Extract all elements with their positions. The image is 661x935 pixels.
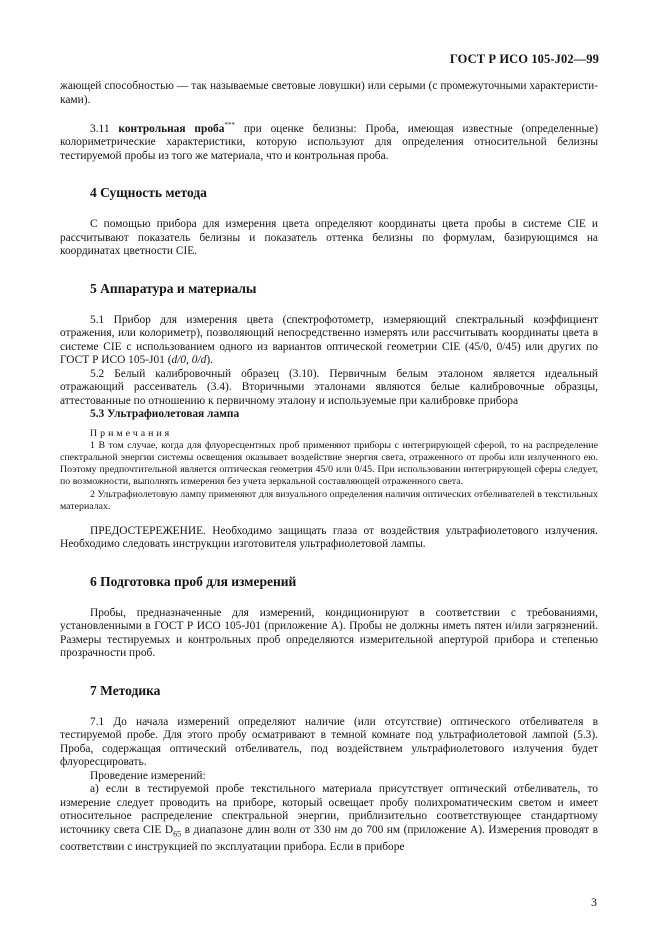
page-number: 3 [591, 895, 597, 909]
measurement-item-a [60, 783, 598, 854]
section-4-text: С помощью прибора для измерения цвета определяют координаты цвета пробы в системе CIE и рассчитывают показатель белизны и показатель оттенка белизны по формулам, базирующимся на координатах цветности CIE. [60, 218, 598, 258]
measurement-intro: Проведение измерений: [90, 769, 206, 782]
paragraph-5-3: 5.3 Ультрафиолетовая лампа [90, 408, 240, 421]
note-1: 1 В том случае, когда для флуоресцентных проб применяют приборы с интегрирующей сферой, то на распределение спектральной энергии системы освещения оказывает воздействие энергия света, отраженного от пробы или излученного ею. Поэтому предпочтительной является оптическая геометрия 45/0 или 0/45. При использовании интегрирующей сферы следует, по возможности, выполнять измерения без учета зеркальной составляющей отраженного света. [60, 439, 598, 487]
definition-text: при оценке белизны: Проба, имеющая известные (определенные) колориметрические характеристики, которую используют для определения относительной белизны тестируемой пробы из того же материала, что и контрольная проба. [60, 122, 598, 162]
paragraph-7-1: 7.1 До начала измерений определяют наличие (или отсутствие) оптического отбеливателя в тестируемой пробе. Для этого пробу осматривают в темной комнате под ультрафиолетовой лампой (5.3). Проба, содержащая оптический отбеливатель, под воздействием ультрафиолетового излучения будет флуоресцировать. [60, 715, 598, 769]
definition-mark: *** [224, 121, 235, 129]
paragraph-5-2: 5.2 Белый калибровочный образец (3.10). Первичным белым эталоном является идеальный отражающий рассеиватель (3.4). Вторичными эталонами являются белые калибровочные образцы, аттестованные по отношению к первичному эталону и используемые при калибровке прибора [60, 367, 598, 407]
definition-number: 3.11 [90, 122, 110, 135]
definition-3-11 [60, 119, 598, 163]
warning-paragraph [60, 525, 598, 552]
paragraph-5-1-text: 5.1 Прибор для измерения цвета (спектрофотометр, измеряющий спектральный коэффициент отражения, или колориметр), позволяющий непосредственно измерять или рассчитывать координаты цвета в системе CIE с использованием одного из вариантов оптической геометрии CIE (45/0, 0/45) или других по ГОСТ Р ИСО 105-J01 ( [60, 313, 598, 367]
geometry-d2: d [200, 354, 207, 367]
page-content [60, 80, 598, 854]
notes-title: Примечания [90, 427, 173, 439]
section-7-title: 7 Методика [90, 682, 161, 698]
illuminant-subscript: 65 [173, 829, 182, 839]
warning-label: ПРЕДОСТЕРЕЖЕНИЕ. [90, 524, 206, 537]
section-4-title: 4 Сущность метода [90, 185, 207, 201]
geometry-d1: d [171, 354, 178, 367]
section-6-title: 6 Подготовка проб для измерений [90, 573, 297, 589]
section-5-title: 5 Аппаратура и материалы [90, 280, 257, 296]
section-6-text: Пробы, предназначенные для измерений, кондиционируют в соответствии с требованиями, установленными в ГОСТ Р ИСО 105-J01 (приложение А). Пробы не должны иметь пятен и/или загрязнений. Размеры тестируемых и контрольных проб определяются измерительной апертурой прибора и степенью прозрачности проб. [60, 606, 598, 660]
geometry-separator: /0, 0/ [177, 354, 201, 367]
item-a-continuation: в диапазоне длин волн от 330 нм до 700 нм (приложение А). Измерения проводят в соответствии с инструкцией по эксплуатации прибора. Если в приборе [60, 823, 598, 853]
intro-continuation: жающей способностью — так называемые световые ловушки) или серыми (с промежуточными характеристи-ками). [60, 80, 598, 106]
item-a-text: а) если в тестируемой пробе текстильного материала присутствует оптический отбеливатель, то измерение следует проводить на приборе, который освещает пробу полихроматическим светом и имеет относительное распределение спектральной энергии, приблизительно соответствующее стандартному источнику света CIE D [60, 783, 598, 836]
paragraph-5-1 [60, 314, 598, 368]
paragraph-5-1-end: ). [206, 354, 213, 367]
standard-header: ГОСТ Р ИСО 105-J02—99 [449, 52, 599, 66]
note-2: 2 Ультрафиолетовую лампу применяют для визуального определения наличия оптических отбеливателей в текстильных материалах. [60, 488, 598, 512]
warning-text: Необходимо защищать глаза от воздействия ультрафиолетового излучения. Необходимо следовать инструкции изготовителя ультрафиолетовой лампы. [60, 524, 598, 551]
definition-term: контрольная проба [118, 122, 225, 135]
